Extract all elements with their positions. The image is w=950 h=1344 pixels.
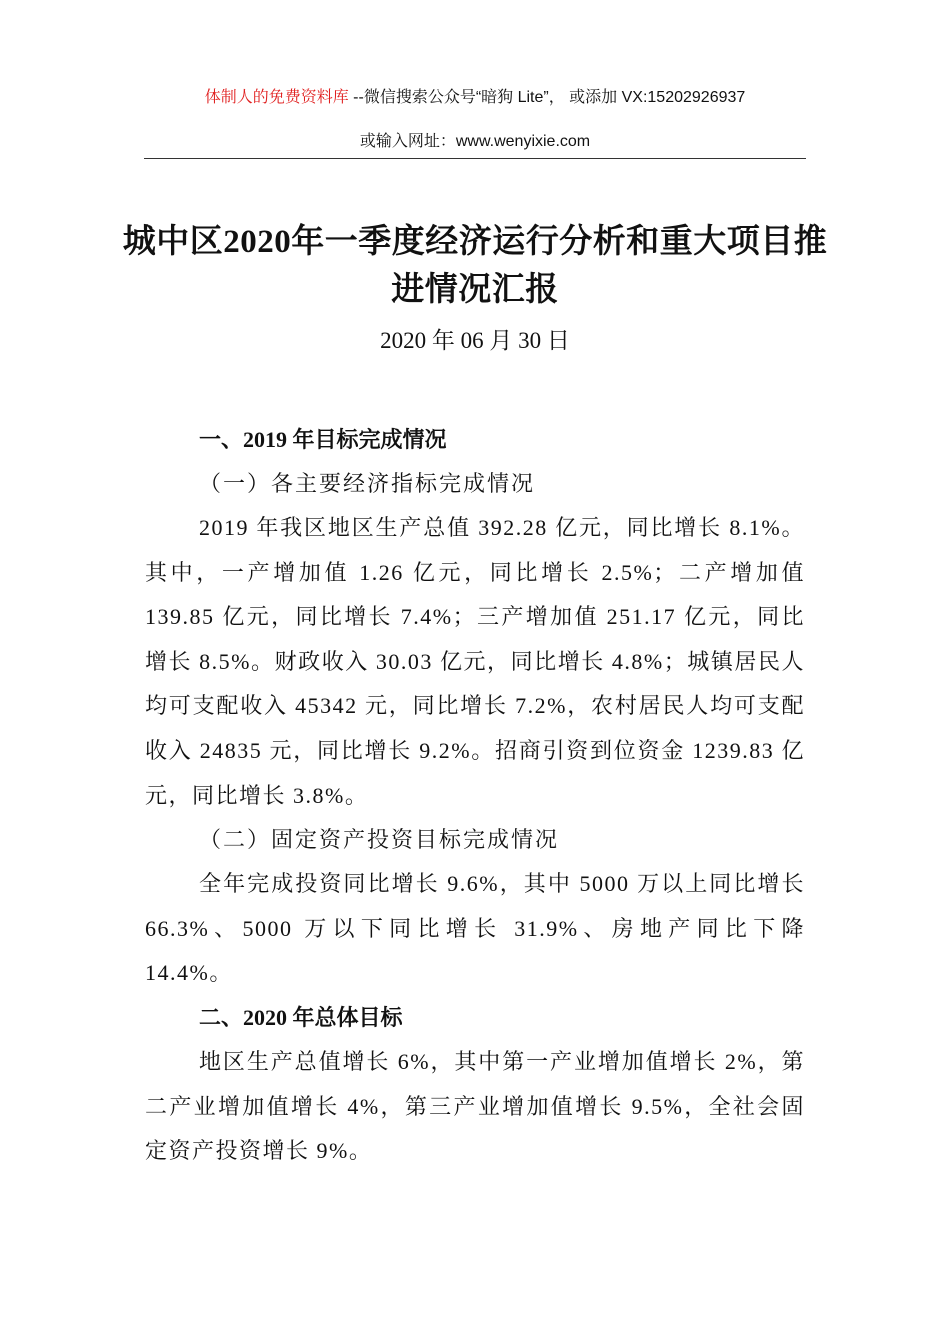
section-heading-2: 二、2020 年总体目标 (199, 1004, 403, 1030)
subsection-heading-2: （二）固定资产投资目标完成情况 (199, 827, 560, 853)
subsection-heading-1: （一）各主要经济指标完成情况 (199, 471, 536, 496)
section-heading-1: 一、2019 年目标完成情况 (199, 427, 447, 452)
paragraph-indicators: 2019 年我区地区生产总值 392.28 亿元，同比增长 8.1%。其中，一产增加值 1.26 亿元，同比增长 2.5%；二产增加值 139.85 亿元，同比增长 7.4%；三产增加值 251.17 亿元，同比增长 8.5%。财政收入 30.03 亿元，同比增长 4.8%；城镇居民人均可支配收入 45342 元，同比增长 7.2%，农村居民人均可支配收入 24835 元，同比增长 9.2%。招商引资到位资金 1239.83 亿元，同比增长 3.8%。 (145, 515, 805, 808)
wechat-text: --微信搜索公众号“暗狗 Lite”， 或添加 VX:15202926937 (348, 89, 746, 106)
document-body (145, 418, 805, 1174)
header-promo-line (0, 86, 950, 110)
page-header (0, 86, 950, 154)
brand-text: 体制人的免费资料库 (204, 89, 349, 106)
document-title: 城中区2020年一季度经济运行分析和重大项目推进情况汇报 (122, 224, 828, 308)
paragraph-investment: 全年完成投资同比增长 9.6%，其中 5000 万以上同比增长 66.3%、5000 万以下同比增长 31.9%、房地产同比下降 14.4%。 (145, 871, 805, 986)
website-text[interactable]: 或输入网址：www.wenyixie.com (359, 133, 591, 150)
header-divider (144, 158, 806, 159)
document-date: 2020 年 06 月 30 日 (380, 328, 570, 353)
paragraph-targets: 地区生产总值增长 6%，其中第一产业增加值增长 2%，第二产业增加值增长 4%，第三产业增加值增长 9.5%，全社会固定资产投资增长 9%。 (145, 1048, 805, 1164)
